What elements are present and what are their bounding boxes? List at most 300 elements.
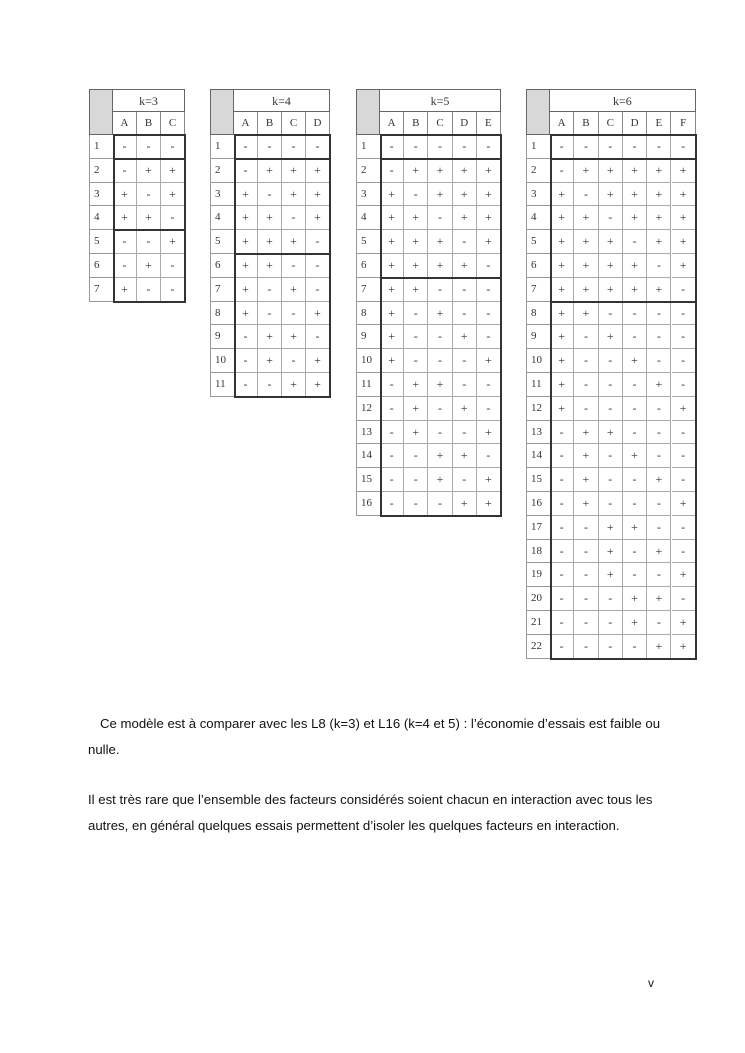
level-cell: + xyxy=(574,278,598,302)
level-cell: + xyxy=(404,421,428,445)
row-number: 11 xyxy=(210,373,234,397)
level-cell: - xyxy=(477,325,501,349)
level-cell: - xyxy=(306,135,330,159)
level-cell: - xyxy=(623,397,647,421)
level-cell: + xyxy=(477,230,501,254)
level-cell: - xyxy=(647,254,671,278)
level-cell: + xyxy=(258,230,282,254)
table-corner xyxy=(210,89,234,135)
row-number: 1 xyxy=(89,135,113,159)
level-cell: + xyxy=(306,183,330,207)
level-cell: + xyxy=(161,230,185,254)
level-cell: - xyxy=(234,135,258,159)
level-cell: + xyxy=(453,397,477,421)
level-cell: + xyxy=(599,540,623,564)
level-cell: + xyxy=(161,159,185,183)
level-cell: - xyxy=(282,254,306,278)
level-cell: - xyxy=(234,159,258,183)
level-cell: - xyxy=(258,302,282,326)
level-cell: + xyxy=(380,349,404,373)
table-corner xyxy=(89,89,113,135)
row-number: 9 xyxy=(526,325,550,349)
level-cell: - xyxy=(477,254,501,278)
level-cell: + xyxy=(672,159,696,183)
level-cell: - xyxy=(380,492,404,516)
level-cell: + xyxy=(380,206,404,230)
level-cell: + xyxy=(672,611,696,635)
row-number: 10 xyxy=(356,349,380,373)
column-header: E xyxy=(647,112,671,135)
level-cell: - xyxy=(234,373,258,397)
level-cell: + xyxy=(599,516,623,540)
level-cell: - xyxy=(453,302,477,326)
level-cell: + xyxy=(574,444,598,468)
level-cell: - xyxy=(599,349,623,373)
level-cell: + xyxy=(282,159,306,183)
level-cell: - xyxy=(574,373,598,397)
level-cell: + xyxy=(623,254,647,278)
level-cell: - xyxy=(453,135,477,159)
row-number: 5 xyxy=(356,230,380,254)
level-cell: - xyxy=(672,135,696,159)
level-cell: - xyxy=(428,397,452,421)
level-cell: + xyxy=(477,421,501,445)
level-cell: + xyxy=(404,373,428,397)
row-number: 8 xyxy=(526,302,550,326)
level-cell: - xyxy=(550,563,574,587)
level-cell: + xyxy=(234,206,258,230)
paragraph-comparison: Ce modèle est à comparer avec les L8 (k=3) et L16 (k=4 et 5) : l’économie d’essais est faible ou nulle. xyxy=(88,716,661,757)
level-cell: + xyxy=(550,254,574,278)
level-cell: - xyxy=(306,278,330,302)
level-cell: - xyxy=(574,397,598,421)
level-cell: - xyxy=(428,278,452,302)
column-header: C xyxy=(161,112,185,135)
level-cell: - xyxy=(574,540,598,564)
row-number: 14 xyxy=(526,444,550,468)
level-cell: - xyxy=(477,373,501,397)
level-cell: + xyxy=(574,206,598,230)
row-number: 21 xyxy=(526,611,550,635)
row-number: 1 xyxy=(526,135,550,159)
row-number: 14 xyxy=(356,444,380,468)
level-cell: + xyxy=(599,230,623,254)
row-number: 1 xyxy=(210,135,234,159)
level-cell: + xyxy=(672,183,696,207)
level-cell: + xyxy=(306,206,330,230)
level-cell: + xyxy=(453,444,477,468)
level-cell: + xyxy=(599,278,623,302)
level-cell: - xyxy=(574,183,598,207)
level-cell: + xyxy=(380,302,404,326)
level-cell: + xyxy=(550,183,574,207)
level-cell: + xyxy=(234,302,258,326)
level-cell: + xyxy=(550,230,574,254)
level-cell: + xyxy=(404,230,428,254)
level-cell: - xyxy=(550,421,574,445)
level-cell: + xyxy=(672,635,696,659)
level-cell: - xyxy=(234,325,258,349)
row-number: 19 xyxy=(526,563,550,587)
level-cell: - xyxy=(550,135,574,159)
level-cell: - xyxy=(574,587,598,611)
row-number: 9 xyxy=(210,325,234,349)
level-cell: + xyxy=(453,325,477,349)
level-cell: - xyxy=(599,302,623,326)
row-number: 7 xyxy=(526,278,550,302)
level-cell: + xyxy=(647,540,671,564)
level-cell: - xyxy=(453,349,477,373)
level-cell: - xyxy=(647,349,671,373)
level-cell: + xyxy=(428,373,452,397)
level-cell: - xyxy=(623,135,647,159)
level-cell: - xyxy=(453,468,477,492)
column-header: A xyxy=(234,112,258,135)
level-cell: - xyxy=(623,563,647,587)
level-cell: - xyxy=(550,468,574,492)
level-cell: + xyxy=(477,349,501,373)
level-cell: - xyxy=(550,492,574,516)
level-cell: - xyxy=(380,397,404,421)
level-cell: + xyxy=(113,278,137,302)
level-cell: + xyxy=(380,278,404,302)
row-number: 10 xyxy=(526,349,550,373)
level-cell: + xyxy=(477,468,501,492)
level-cell: + xyxy=(599,183,623,207)
level-cell: - xyxy=(380,159,404,183)
level-cell: - xyxy=(599,444,623,468)
column-header: C xyxy=(428,112,452,135)
table-corner xyxy=(356,89,380,135)
level-cell: - xyxy=(599,206,623,230)
factor-count-label: k=4 xyxy=(234,89,330,112)
level-cell: + xyxy=(234,230,258,254)
level-cell: + xyxy=(623,611,647,635)
level-cell: - xyxy=(550,159,574,183)
level-cell: - xyxy=(550,540,574,564)
level-cell: + xyxy=(550,278,574,302)
row-number: 3 xyxy=(89,183,113,207)
level-cell: + xyxy=(282,230,306,254)
row-number: 10 xyxy=(210,349,234,373)
row-number: 4 xyxy=(526,206,550,230)
level-cell: + xyxy=(623,278,647,302)
level-cell: - xyxy=(428,349,452,373)
column-header: D xyxy=(623,112,647,135)
column-header: B xyxy=(137,112,161,135)
row-number: 2 xyxy=(89,159,113,183)
level-cell: + xyxy=(623,183,647,207)
level-cell: + xyxy=(574,159,598,183)
level-cell: + xyxy=(428,159,452,183)
level-cell: + xyxy=(113,206,137,230)
level-cell: + xyxy=(647,159,671,183)
level-cell: - xyxy=(550,635,574,659)
level-cell: - xyxy=(477,397,501,421)
factor-count-label: k=5 xyxy=(380,89,501,112)
level-cell: + xyxy=(599,159,623,183)
level-cell: + xyxy=(453,254,477,278)
level-cell: - xyxy=(623,540,647,564)
level-cell: - xyxy=(574,135,598,159)
row-number: 20 xyxy=(526,587,550,611)
level-cell: + xyxy=(623,349,647,373)
level-cell: + xyxy=(258,159,282,183)
level-cell: - xyxy=(672,587,696,611)
row-number: 12 xyxy=(356,397,380,421)
level-cell: - xyxy=(380,468,404,492)
level-cell: + xyxy=(306,302,330,326)
level-cell: + xyxy=(380,183,404,207)
column-header: A xyxy=(380,112,404,135)
level-cell: - xyxy=(137,278,161,302)
column-header: B xyxy=(404,112,428,135)
level-cell: - xyxy=(599,492,623,516)
level-cell: - xyxy=(404,349,428,373)
level-cell: - xyxy=(113,135,137,159)
level-cell: + xyxy=(234,183,258,207)
row-number: 5 xyxy=(526,230,550,254)
level-cell: - xyxy=(647,325,671,349)
column-header: F xyxy=(672,112,696,135)
row-number: 1 xyxy=(356,135,380,159)
level-cell: - xyxy=(380,444,404,468)
level-cell: + xyxy=(282,325,306,349)
level-cell: - xyxy=(113,230,137,254)
level-cell: + xyxy=(404,206,428,230)
page-number: v xyxy=(648,976,654,990)
level-cell: - xyxy=(574,325,598,349)
level-cell: + xyxy=(380,254,404,278)
level-cell: + xyxy=(672,254,696,278)
level-cell: + xyxy=(647,468,671,492)
row-number: 4 xyxy=(89,206,113,230)
level-cell: - xyxy=(306,230,330,254)
level-cell: - xyxy=(647,421,671,445)
level-cell: - xyxy=(428,421,452,445)
level-cell: - xyxy=(599,135,623,159)
row-number: 11 xyxy=(526,373,550,397)
level-cell: + xyxy=(574,468,598,492)
row-number: 13 xyxy=(356,421,380,445)
level-cell: - xyxy=(404,468,428,492)
row-number: 15 xyxy=(526,468,550,492)
level-cell: - xyxy=(282,206,306,230)
level-cell: + xyxy=(574,492,598,516)
level-cell: + xyxy=(380,325,404,349)
row-number: 2 xyxy=(210,159,234,183)
level-cell: + xyxy=(404,159,428,183)
level-cell: + xyxy=(380,230,404,254)
row-number: 13 xyxy=(526,421,550,445)
level-cell: - xyxy=(282,302,306,326)
level-cell: - xyxy=(404,492,428,516)
level-cell: - xyxy=(623,635,647,659)
level-cell: - xyxy=(672,373,696,397)
level-cell: + xyxy=(647,230,671,254)
level-cell: - xyxy=(550,516,574,540)
level-cell: + xyxy=(306,373,330,397)
row-number: 11 xyxy=(356,373,380,397)
level-cell: + xyxy=(477,159,501,183)
level-cell: - xyxy=(647,302,671,326)
level-cell: + xyxy=(234,254,258,278)
row-number: 4 xyxy=(356,206,380,230)
level-cell: + xyxy=(672,206,696,230)
level-cell: - xyxy=(647,397,671,421)
level-cell: + xyxy=(258,325,282,349)
level-cell: + xyxy=(647,278,671,302)
row-number: 3 xyxy=(526,183,550,207)
level-cell: + xyxy=(137,159,161,183)
row-number: 15 xyxy=(356,468,380,492)
column-header: A xyxy=(550,112,574,135)
level-cell: - xyxy=(380,135,404,159)
level-cell: - xyxy=(453,421,477,445)
level-cell: + xyxy=(234,278,258,302)
level-cell: - xyxy=(137,135,161,159)
level-cell: - xyxy=(647,563,671,587)
level-cell: - xyxy=(574,635,598,659)
row-number: 16 xyxy=(356,492,380,516)
level-cell: + xyxy=(647,183,671,207)
level-cell: + xyxy=(258,254,282,278)
level-cell: + xyxy=(672,397,696,421)
level-cell: + xyxy=(282,183,306,207)
level-cell: - xyxy=(574,563,598,587)
row-number: 6 xyxy=(89,254,113,278)
level-cell: - xyxy=(599,635,623,659)
level-cell: + xyxy=(453,206,477,230)
level-cell: + xyxy=(574,230,598,254)
level-cell: - xyxy=(599,373,623,397)
row-number: 12 xyxy=(526,397,550,421)
level-cell: - xyxy=(234,349,258,373)
level-cell: + xyxy=(306,159,330,183)
row-number: 6 xyxy=(210,254,234,278)
level-cell: - xyxy=(477,302,501,326)
level-cell: + xyxy=(623,516,647,540)
level-cell: + xyxy=(550,349,574,373)
level-cell: - xyxy=(477,444,501,468)
level-cell: + xyxy=(623,444,647,468)
level-cell: + xyxy=(137,206,161,230)
column-header: B xyxy=(258,112,282,135)
row-number: 7 xyxy=(89,278,113,302)
row-number: 16 xyxy=(526,492,550,516)
level-cell: + xyxy=(599,563,623,587)
row-number: 3 xyxy=(356,183,380,207)
level-cell: - xyxy=(647,135,671,159)
level-cell: + xyxy=(428,444,452,468)
level-cell: + xyxy=(574,254,598,278)
level-cell: - xyxy=(453,230,477,254)
level-cell: + xyxy=(428,302,452,326)
row-number: 2 xyxy=(526,159,550,183)
level-cell: + xyxy=(623,587,647,611)
level-cell: + xyxy=(599,325,623,349)
level-cell: + xyxy=(477,492,501,516)
level-cell: - xyxy=(550,587,574,611)
level-cell: + xyxy=(404,254,428,278)
level-cell: + xyxy=(306,349,330,373)
level-cell: - xyxy=(599,397,623,421)
row-number: 2 xyxy=(356,159,380,183)
factor-count-label: k=6 xyxy=(550,89,696,112)
row-number: 5 xyxy=(89,230,113,254)
column-header: A xyxy=(113,112,137,135)
level-cell: + xyxy=(550,302,574,326)
level-cell: - xyxy=(647,611,671,635)
level-cell: + xyxy=(647,635,671,659)
level-cell: + xyxy=(428,254,452,278)
level-cell: - xyxy=(404,183,428,207)
level-cell: - xyxy=(306,325,330,349)
level-cell: + xyxy=(550,206,574,230)
level-cell: - xyxy=(161,206,185,230)
level-cell: - xyxy=(161,135,185,159)
level-cell: - xyxy=(404,325,428,349)
level-cell: - xyxy=(258,278,282,302)
level-cell: - xyxy=(550,444,574,468)
level-cell: + xyxy=(647,206,671,230)
level-cell: - xyxy=(599,587,623,611)
level-cell: + xyxy=(647,373,671,397)
level-cell: + xyxy=(672,492,696,516)
level-cell: - xyxy=(161,278,185,302)
row-number: 6 xyxy=(526,254,550,278)
level-cell: + xyxy=(599,421,623,445)
level-cell: - xyxy=(258,135,282,159)
level-cell: - xyxy=(623,230,647,254)
column-header: D xyxy=(453,112,477,135)
level-cell: - xyxy=(453,373,477,397)
level-cell: + xyxy=(453,159,477,183)
level-cell: + xyxy=(550,397,574,421)
level-cell: + xyxy=(453,183,477,207)
level-cell: - xyxy=(672,516,696,540)
level-cell: - xyxy=(623,421,647,445)
level-cell: + xyxy=(672,563,696,587)
level-cell: - xyxy=(623,492,647,516)
level-cell: - xyxy=(404,302,428,326)
level-cell: + xyxy=(550,373,574,397)
level-cell: - xyxy=(672,349,696,373)
level-cell: + xyxy=(623,159,647,183)
level-cell: - xyxy=(599,468,623,492)
level-cell: - xyxy=(623,325,647,349)
row-number: 7 xyxy=(356,278,380,302)
level-cell: + xyxy=(282,278,306,302)
column-header: B xyxy=(574,112,598,135)
level-cell: + xyxy=(428,183,452,207)
level-cell: + xyxy=(623,206,647,230)
level-cell: - xyxy=(428,206,452,230)
level-cell: - xyxy=(672,444,696,468)
level-cell: - xyxy=(672,468,696,492)
level-cell: - xyxy=(647,492,671,516)
level-cell: - xyxy=(404,444,428,468)
level-cell: + xyxy=(477,183,501,207)
level-cell: - xyxy=(623,302,647,326)
row-number: 8 xyxy=(210,302,234,326)
level-cell: + xyxy=(404,397,428,421)
row-number: 9 xyxy=(356,325,380,349)
level-cell: + xyxy=(477,206,501,230)
level-cell: + xyxy=(574,302,598,326)
level-cell: - xyxy=(306,254,330,278)
level-cell: - xyxy=(672,302,696,326)
